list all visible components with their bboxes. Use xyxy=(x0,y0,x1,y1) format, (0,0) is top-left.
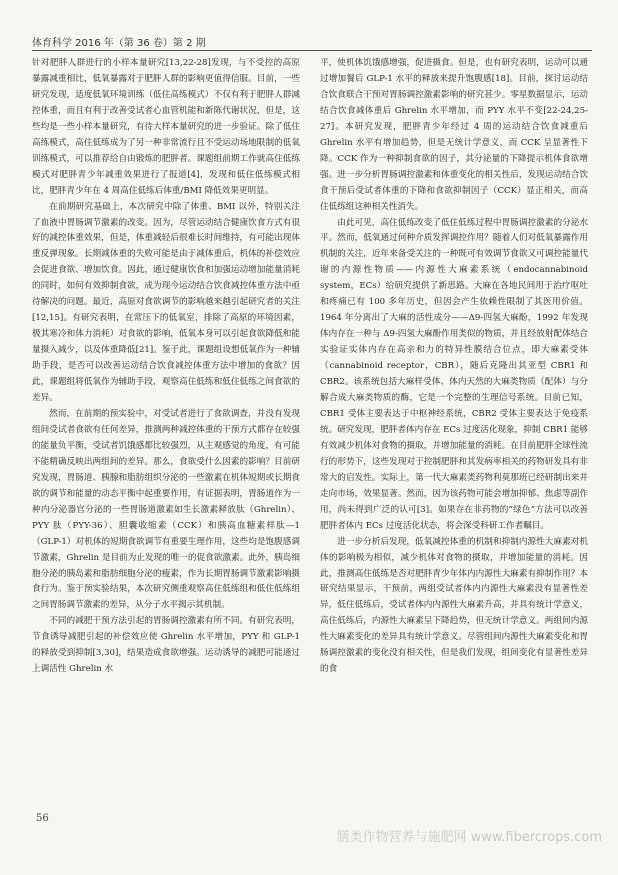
paragraph: 不同的减肥干预方法引起的胃肠调控激素有所不同。有研究表明，节食诱导减肥引起的补偿效应使 Ghrelin 水平增加，PYY 和 GLP-1 的释放受到抑制[3,30]，结果造成食欲增强。运动诱导的减肥可能通过上调活性 Ghrelin 水 xyxy=(32,616,300,675)
site-watermark: 膳类作物营养与施肥网 www.fibercrops.com xyxy=(336,830,602,845)
left-column xyxy=(32,56,300,678)
paragraph: 然而，在前期的预实验中，对受试者进行了食欲调查，并没有发现组间受试者食欲有任何差异，推测两种减控体重的干预方式都存在较强的能量负平衡，受试者饥饿感都比较强烈，从主观感觉的角度，有可能不能精确反映出两组间的差异。那么，食欲受什么因素的影响？目前研究发现，胃肠道、胰腺和脂肪组织分泌的一些激素在机体短期或长期食欲的调节和能量的动态平衡中起重要作用，有证据表明，胃肠道作为一种内分泌器官分泌的一些胃肠道激素如生长激素释放肽（Ghrelin）、PYY 肽（PYY-36）、胆囊收缩素（CCK）和胰高血糖素样肽—1（GLP-1）对机体的短期食欲调节有重要生理作用，这些均是饱腹感调节激素，Ghrelin 是目前为止发现的唯一的促食欲激素。此外，胰岛细胞分泌的胰岛素和脂肪细胞分泌的瘦素，作为长期胃肠调节激素影响摄食行为。鉴于预实验结果，本次研究侧重观察高住低练组和低住低练组之间胃肠调节激素的差异，从分子水平揭示其机制。 xyxy=(32,408,300,611)
paragraph: 在前期研究基础上，本次研究中除了体重、BMI 以外，特别关注了血液中胃肠调节激素的改变。因为，尽管运动结合健康饮食方式有很好的减控体重效果，但是，体重减轻后很难长时间维持，有可能出现体重反弹现象。长期减体重的失败可能是由于减体重后，机体的补偿效应会促进食欲、增加饮食。因此，通过健康饮食和加强运动增加能量消耗的同时，如何有效抑制食欲，成为现今运动结合饮食减控体重方法中亟待解决的问题。最近，高原对食欲调节的影响越来越引起研究者的关注[12,15]。有研究表明，在常压下的低氧室，排除了高原的环境因素，极其寒冷和体力消耗）对食欲的影响，低氧本身可以引起食欲降低和能量摄入减少，以及体重降低[21]。鉴于此，课题组设想低氧作为一种辅助手段，是否可以改善运动结合饮食减控体重方法中增加的食欲？因此，课题组将低氧作为辅助手段，观察高住低练和低住低练之间食欲的差异。 xyxy=(32,201,300,404)
paragraph: 平，使机体饥饿感增强，促进摄食。但是，也有研究表明，运动可以通过增加餐后 GLP-1 水平的释放来提升饱腹感[18]。目前，探讨运动结合饮食联合干预对胃肠调控激素影响的研究甚少。零星数据显示，运动结合饮食减体重后 Ghrelin 水平增加，而 PYY 水平不变[22-24,25-27]。本研究发现，肥胖青少年经过 4 周的运动结合饮食减重后 Ghrelin 水平有增加趋势，但是无统计学意义，而 CCK 呈显著性下降。CCK 作为一种抑制食欲的因子，其分泌量的下降提示机体食欲增强。进一步分析胃肠调控激素和体重变化的相关性后，发现运动结合饮食干预后受试者体重的下降和食欲抑制因子（CCK）显正相关，而高住低练组这种相关性消失。 xyxy=(320,58,588,212)
paragraph: 由此可见，高住低练改变了低住低练过程中胃肠调控激素的分泌水平。然而，低氧通过何种介质发挥调控作用？随着人们对低氧暴露作用机制的关注，近年来备受关注的一种既可有效调节食欲又可调控能量代谢的内源性物质——内源性大麻素系统（endocannabinoid system，ECs）给研究提供了新思路。大麻在各地民间用于治疗呕吐和疼痛已有 100 多年历史，但因会产生依赖性限制了其医用价值。1964 年分离出了大麻的活性成分——Δ9-四氢大麻酚，1992 年发现体内存在一种与 Δ9-四氢大麻酚作用类似的物质，并且经放射配体结合实验证实体内存在高亲和力的特异性膜结合位点，即大麻素受体（cannabinoid receptor，CBR），随后克隆出其亚型 CBR1 和 CBR2。该系统包括大麻样受体、体内天然的大麻类物质（配体）与分解合成大麻类物质的酶，它是一个完整的生理信号系统。目前已知，CBR1 受体主要表达于中枢神经系统，CBR2 受体主要表达于免疫系统。研究发现，肥胖者体内存在 ECs 过度活化现象，抑制 CBR1 能够有效减少机体对食物的摄取，并增加能量的消耗。在目前肥胖全球性流行的形势下，这些发现对于控制肥胖和其发病率相关的药物研发具有非常大的启发性。实际上，第一代大麻素类药物利莫那班已经研制出来并走向市场，效果显著。然而，因为该药物可能会增加抑郁、焦虑等副作用，尚未得到广泛的认可[3]。如果存在非药物的“绿色”方法可以改善肥胖者体内 ECs 过度活化状态，将会深受科研工作者瞩目。 xyxy=(320,217,588,531)
page-number: 56 xyxy=(36,813,49,824)
paragraph: 针对肥胖人群进行的小样本量研究[13,22-28]发现，与不受控的高原暴露减重相比，低氧暴露对于肥胖人群的影响更值得信服。目前，一些研究发现，适度低氧环境训练（低住高练模式）不仅有利于肥胖人群减控体重，而且有利于改善受试者心血管机能和新陈代谢状况，但是，这些均是一些小样本量研究，有待大样本量研究的进一步验证。除了低住高练模式，高住低练成为了另一种非常流行且不受运动场地限制的低氧训练模式，可以推荐给自由锻炼的肥胖者。课题组前期工作就高住低练模式对肥胖青少年减重效果进行了报道[4]，发现和低住低练模式相比，肥胖青少年在 4 周高住低练后体重/BMI 降低效果更明显。 xyxy=(32,58,300,196)
paragraph: 进一步分析后发现，低氧减控体重的机制和抑制内源性大麻素对机体的影响极为相似，减少机体对食物的摄取，并增加能量的消耗。因此，推测高住低练是否对肥胖青少年体内内源性大麻素有抑制作用？本研究结果显示，干预前，两组受试者体内内源性大麻素没有显著性差异，低住低练后，受试者体内内源性大麻素升高，并具有统计学意义，高住低练后，内源性大麻素呈下降趋势，但无统计学意义。两组间内源性大麻素变化的差异具有统计学意义。尽管组间内源性大麻素变化和胃肠调控激素的变化没有相关性，但是我们发现，组间变化有显著性差异的食 xyxy=(320,536,588,675)
running-header: 体育科学 2016 年（第 36 卷）第 2 期 xyxy=(32,38,206,49)
header-rule xyxy=(32,50,592,51)
right-column xyxy=(320,56,588,678)
